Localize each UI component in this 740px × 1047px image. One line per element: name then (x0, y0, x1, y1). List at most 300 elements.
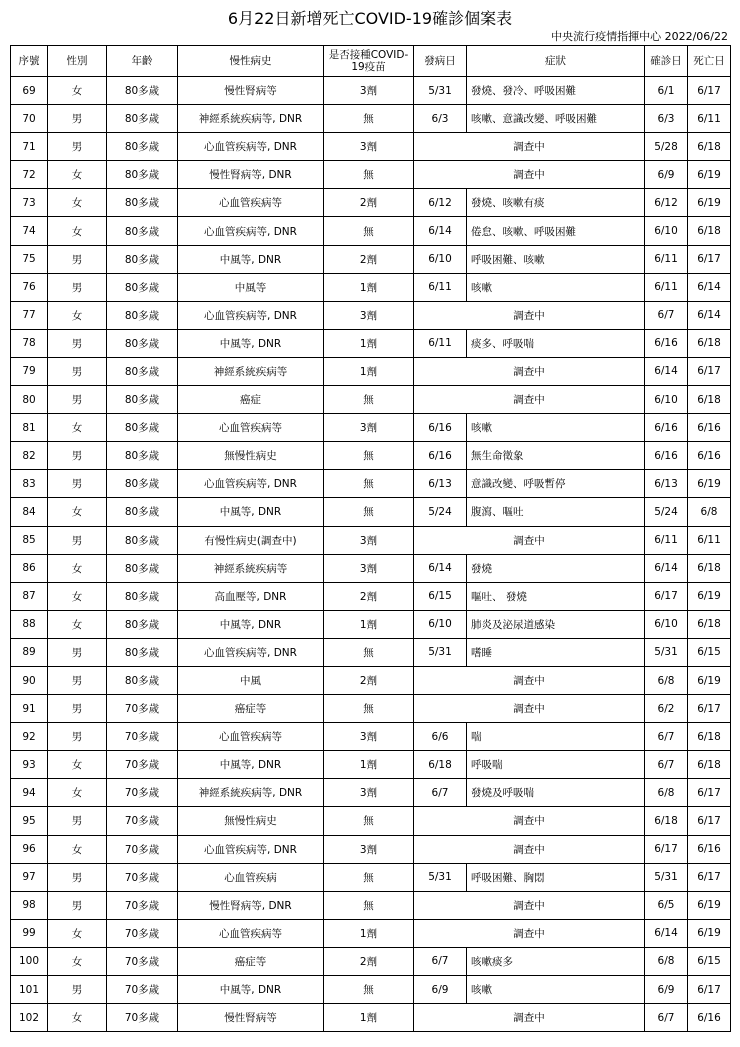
cell-onset: 6/6 (414, 723, 467, 751)
cell-symptoms: 嗜睡 (467, 638, 645, 666)
cell-symptoms: 發燒、咳嗽有痰 (467, 189, 645, 217)
cell-no: 70 (11, 105, 48, 133)
cell-sex: 男 (48, 470, 107, 498)
cell-sex: 女 (48, 610, 107, 638)
cell-death: 6/19 (688, 189, 731, 217)
cell-confirmed: 6/10 (645, 610, 688, 638)
table-row (11, 779, 731, 807)
cell-confirmed: 6/10 (645, 386, 688, 414)
cell-sex: 女 (48, 77, 107, 105)
cell-death: 6/17 (688, 863, 731, 891)
cell-onset: 5/24 (414, 498, 467, 526)
cell-confirmed: 6/7 (645, 1004, 688, 1032)
cell-confirmed: 5/31 (645, 863, 688, 891)
cell-death: 6/16 (688, 414, 731, 442)
cell-no: 77 (11, 301, 48, 329)
cell-death: 6/16 (688, 442, 731, 470)
cell-history: 無慢性病史 (178, 807, 324, 835)
cell-symptoms: 發燒、發冷、呼吸困難 (467, 77, 645, 105)
table-row (11, 723, 731, 751)
cell-history: 慢性腎病等 (178, 77, 324, 105)
cell-history: 慢性腎病等, DNR (178, 891, 324, 919)
cell-confirmed: 6/7 (645, 301, 688, 329)
cell-onset: 6/10 (414, 245, 467, 273)
cell-vaccine: 無 (324, 442, 414, 470)
cell-confirmed: 6/9 (645, 976, 688, 1004)
cell-age: 80多歲 (107, 105, 178, 133)
cell-no: 73 (11, 189, 48, 217)
cell-no: 100 (11, 947, 48, 975)
cell-vaccine: 1劑 (324, 751, 414, 779)
cell-symptoms: 調查中 (414, 835, 645, 863)
cell-history: 心血管疾病等 (178, 723, 324, 751)
cell-death: 6/19 (688, 582, 731, 610)
cell-age: 70多歲 (107, 835, 178, 863)
cell-age: 70多歲 (107, 1004, 178, 1032)
cell-history: 中風等, DNR (178, 329, 324, 357)
cell-vaccine: 無 (324, 638, 414, 666)
table-row (11, 891, 731, 919)
cell-symptoms: 肺炎及泌尿道感染 (467, 610, 645, 638)
cell-no: 79 (11, 357, 48, 385)
cell-vaccine: 1劑 (324, 1004, 414, 1032)
cell-symptoms: 腹瀉、嘔吐 (467, 498, 645, 526)
cell-history: 心血管疾病等, DNR (178, 470, 324, 498)
cell-death: 6/18 (688, 386, 731, 414)
cell-age: 80多歲 (107, 217, 178, 245)
table-row (11, 301, 731, 329)
cell-onset: 6/18 (414, 751, 467, 779)
cell-confirmed: 6/14 (645, 357, 688, 385)
cell-age: 80多歲 (107, 610, 178, 638)
cell-age: 80多歲 (107, 77, 178, 105)
cell-vaccine: 1劑 (324, 329, 414, 357)
cell-symptoms: 調查中 (414, 357, 645, 385)
cell-history: 心血管疾病等 (178, 919, 324, 947)
cell-symptoms: 調查中 (414, 386, 645, 414)
cell-sex: 女 (48, 751, 107, 779)
cell-age: 70多歲 (107, 976, 178, 1004)
cell-no: 99 (11, 919, 48, 947)
table-row (11, 77, 731, 105)
cell-vaccine: 3劑 (324, 414, 414, 442)
table-row (11, 414, 731, 442)
cell-no: 83 (11, 470, 48, 498)
cell-death: 6/8 (688, 498, 731, 526)
cell-age: 80多歲 (107, 582, 178, 610)
cell-history: 心血管疾病等, DNR (178, 835, 324, 863)
cell-history: 慢性腎病等 (178, 1004, 324, 1032)
cell-symptoms: 咳嗽 (467, 976, 645, 1004)
cell-death: 6/18 (688, 133, 731, 161)
cell-confirmed: 6/17 (645, 582, 688, 610)
cell-symptoms: 咳嗽、意識改變、呼吸困難 (467, 105, 645, 133)
cell-confirmed: 5/24 (645, 498, 688, 526)
cell-sex: 男 (48, 357, 107, 385)
cell-sex: 男 (48, 105, 107, 133)
cell-confirmed: 6/9 (645, 161, 688, 189)
cell-death: 6/17 (688, 807, 731, 835)
cell-age: 70多歲 (107, 751, 178, 779)
cell-no: 98 (11, 891, 48, 919)
cell-onset: 6/16 (414, 442, 467, 470)
cell-vaccine: 無 (324, 863, 414, 891)
cell-no: 97 (11, 863, 48, 891)
cell-sex: 男 (48, 666, 107, 694)
cell-death: 6/19 (688, 470, 731, 498)
cell-history: 心血管疾病等, DNR (178, 301, 324, 329)
cell-vaccine: 無 (324, 807, 414, 835)
cell-confirmed: 6/3 (645, 105, 688, 133)
cell-onset: 5/31 (414, 638, 467, 666)
cell-vaccine: 無 (324, 976, 414, 1004)
cell-sex: 男 (48, 329, 107, 357)
cell-symptoms: 調查中 (414, 161, 645, 189)
cell-sex: 男 (48, 133, 107, 161)
table-row (11, 695, 731, 723)
table-row (11, 357, 731, 385)
cell-death: 6/18 (688, 554, 731, 582)
cell-sex: 男 (48, 891, 107, 919)
cell-sex: 女 (48, 414, 107, 442)
cell-death: 6/17 (688, 779, 731, 807)
table-row (11, 217, 731, 245)
cell-onset: 6/15 (414, 582, 467, 610)
table-row (11, 863, 731, 891)
cell-age: 70多歲 (107, 947, 178, 975)
cell-vaccine: 3劑 (324, 835, 414, 863)
cell-age: 80多歲 (107, 666, 178, 694)
cell-vaccine: 無 (324, 498, 414, 526)
table-row (11, 919, 731, 947)
cell-death: 6/16 (688, 1004, 731, 1032)
cell-vaccine: 1劑 (324, 919, 414, 947)
cell-history: 中風 (178, 666, 324, 694)
table-row (11, 189, 731, 217)
cell-onset: 5/31 (414, 77, 467, 105)
cell-history: 中風等 (178, 273, 324, 301)
cell-age: 80多歲 (107, 386, 178, 414)
cell-death: 6/18 (688, 723, 731, 751)
cell-history: 神經系統疾病等 (178, 357, 324, 385)
cell-no: 69 (11, 77, 48, 105)
cell-confirmed: 6/14 (645, 554, 688, 582)
cell-history: 中風等, DNR (178, 498, 324, 526)
cell-age: 80多歲 (107, 301, 178, 329)
table-row (11, 976, 731, 1004)
cell-vaccine: 3劑 (324, 723, 414, 751)
cell-confirmed: 6/1 (645, 77, 688, 105)
cell-no: 78 (11, 329, 48, 357)
cell-history: 中風等, DNR (178, 976, 324, 1004)
cell-sex: 女 (48, 919, 107, 947)
cell-age: 80多歲 (107, 273, 178, 301)
cell-death: 6/19 (688, 919, 731, 947)
cell-no: 71 (11, 133, 48, 161)
cell-vaccine: 2劑 (324, 666, 414, 694)
cell-sex: 男 (48, 245, 107, 273)
cell-sex: 男 (48, 863, 107, 891)
cell-death: 6/19 (688, 666, 731, 694)
col-header-symptoms: 症狀 (467, 46, 645, 77)
cell-vaccine: 無 (324, 217, 414, 245)
cell-age: 70多歲 (107, 807, 178, 835)
col-header-sex: 性別 (48, 46, 107, 77)
cell-sex: 男 (48, 526, 107, 554)
cell-symptoms: 咳嗽 (467, 273, 645, 301)
cell-symptoms: 發燒及呼吸喘 (467, 779, 645, 807)
cell-sex: 女 (48, 835, 107, 863)
table-row (11, 245, 731, 273)
cell-onset: 6/3 (414, 105, 467, 133)
cell-vaccine: 3劑 (324, 133, 414, 161)
cell-vaccine: 2劑 (324, 245, 414, 273)
cell-no: 88 (11, 610, 48, 638)
table-row (11, 947, 731, 975)
cell-onset: 6/14 (414, 217, 467, 245)
col-header-no: 序號 (11, 46, 48, 77)
cell-symptoms: 咳嗽痰多 (467, 947, 645, 975)
cell-age: 80多歲 (107, 526, 178, 554)
table-row (11, 329, 731, 357)
cell-age: 80多歲 (107, 161, 178, 189)
cell-age: 70多歲 (107, 919, 178, 947)
cell-sex: 男 (48, 273, 107, 301)
cell-vaccine: 2劑 (324, 582, 414, 610)
cell-age: 80多歲 (107, 189, 178, 217)
cell-confirmed: 6/11 (645, 273, 688, 301)
cell-death: 6/18 (688, 610, 731, 638)
cell-history: 神經系統疾病等 (178, 554, 324, 582)
cell-no: 91 (11, 695, 48, 723)
cell-death: 6/16 (688, 835, 731, 863)
cell-age: 70多歲 (107, 863, 178, 891)
cell-no: 102 (11, 1004, 48, 1032)
cell-age: 80多歲 (107, 470, 178, 498)
cell-sex: 女 (48, 582, 107, 610)
cell-symptoms: 調查中 (414, 807, 645, 835)
cell-confirmed: 6/8 (645, 947, 688, 975)
cell-sex: 女 (48, 947, 107, 975)
cell-sex: 男 (48, 807, 107, 835)
cell-onset: 6/14 (414, 554, 467, 582)
cell-symptoms: 調查中 (414, 301, 645, 329)
table-row (11, 161, 731, 189)
cell-vaccine: 無 (324, 695, 414, 723)
cell-no: 84 (11, 498, 48, 526)
cell-symptoms: 發燒 (467, 554, 645, 582)
cell-death: 6/17 (688, 77, 731, 105)
cell-death: 6/15 (688, 638, 731, 666)
cell-sex: 女 (48, 498, 107, 526)
cell-no: 101 (11, 976, 48, 1004)
cell-vaccine: 無 (324, 470, 414, 498)
cell-sex: 女 (48, 779, 107, 807)
cell-age: 80多歲 (107, 442, 178, 470)
table-row (11, 386, 731, 414)
cell-symptoms: 調查中 (414, 891, 645, 919)
cell-confirmed: 6/16 (645, 442, 688, 470)
cell-confirmed: 5/28 (645, 133, 688, 161)
cell-sex: 女 (48, 301, 107, 329)
cell-symptoms: 調查中 (414, 133, 645, 161)
cell-no: 94 (11, 779, 48, 807)
cell-age: 70多歲 (107, 891, 178, 919)
cell-symptoms: 呼吸困難、咳嗽 (467, 245, 645, 273)
cell-onset: 6/7 (414, 947, 467, 975)
cell-symptoms: 調查中 (414, 1004, 645, 1032)
cell-sex: 女 (48, 554, 107, 582)
cell-history: 心血管疾病等, DNR (178, 217, 324, 245)
col-header-age: 年齡 (107, 46, 178, 77)
case-table (10, 45, 731, 1032)
cell-confirmed: 6/16 (645, 329, 688, 357)
cell-no: 72 (11, 161, 48, 189)
cell-confirmed: 6/10 (645, 217, 688, 245)
cell-history: 中風等, DNR (178, 751, 324, 779)
cell-no: 93 (11, 751, 48, 779)
cell-vaccine: 3劑 (324, 554, 414, 582)
cell-death: 6/17 (688, 357, 731, 385)
cell-onset: 6/12 (414, 189, 467, 217)
cell-death: 6/17 (688, 245, 731, 273)
cell-sex: 男 (48, 723, 107, 751)
document-title: 6月22日新增死亡COVID-19確診個案表 (227, 9, 513, 28)
cell-onset: 6/7 (414, 779, 467, 807)
cell-death: 6/17 (688, 976, 731, 1004)
cell-onset: 6/11 (414, 273, 467, 301)
cell-history: 神經系統疾病等, DNR (178, 105, 324, 133)
cell-symptoms: 呼吸喘 (467, 751, 645, 779)
cell-death: 6/11 (688, 105, 731, 133)
table-row (11, 526, 731, 554)
cell-death: 6/14 (688, 273, 731, 301)
cell-age: 80多歲 (107, 357, 178, 385)
cell-no: 86 (11, 554, 48, 582)
cell-symptoms: 咳嗽 (467, 414, 645, 442)
table-row (11, 470, 731, 498)
col-header-death: 死亡日 (688, 46, 731, 77)
cell-symptoms: 無生命徵象 (467, 442, 645, 470)
table-header-row (11, 46, 731, 77)
cell-sex: 男 (48, 976, 107, 1004)
table-row (11, 273, 731, 301)
cell-vaccine: 2劑 (324, 189, 414, 217)
cell-history: 無慢性病史 (178, 442, 324, 470)
cell-vaccine: 3劑 (324, 301, 414, 329)
col-header-onset: 發病日 (414, 46, 467, 77)
table-row (11, 582, 731, 610)
cell-death: 6/11 (688, 526, 731, 554)
cell-no: 82 (11, 442, 48, 470)
cell-history: 神經系統疾病等, DNR (178, 779, 324, 807)
cell-history: 心血管疾病 (178, 863, 324, 891)
cell-sex: 女 (48, 161, 107, 189)
col-header-confirmed: 確診日 (645, 46, 688, 77)
cell-confirmed: 6/8 (645, 779, 688, 807)
cell-history: 高血壓等, DNR (178, 582, 324, 610)
cell-sex: 女 (48, 189, 107, 217)
cell-no: 87 (11, 582, 48, 610)
cell-sex: 男 (48, 442, 107, 470)
cell-death: 6/18 (688, 329, 731, 357)
cell-vaccine: 1劑 (324, 357, 414, 385)
table-row (11, 610, 731, 638)
cell-confirmed: 6/5 (645, 891, 688, 919)
cell-confirmed: 6/8 (645, 666, 688, 694)
cell-symptoms: 喘 (467, 723, 645, 751)
table-row (11, 751, 731, 779)
table-row (11, 807, 731, 835)
cell-history: 慢性腎病等, DNR (178, 161, 324, 189)
cell-history: 有慢性病史(調查中) (178, 526, 324, 554)
cell-age: 70多歲 (107, 779, 178, 807)
cell-history: 心血管疾病等, DNR (178, 638, 324, 666)
cell-sex: 女 (48, 217, 107, 245)
cell-confirmed: 6/16 (645, 414, 688, 442)
cell-no: 80 (11, 386, 48, 414)
cell-confirmed: 6/14 (645, 919, 688, 947)
table-row (11, 835, 731, 863)
table-row (11, 498, 731, 526)
cell-sex: 男 (48, 695, 107, 723)
cell-death: 6/19 (688, 161, 731, 189)
cell-no: 96 (11, 835, 48, 863)
cell-history: 癌症 (178, 386, 324, 414)
cell-onset: 6/9 (414, 976, 467, 1004)
cell-symptoms: 意識改變、呼吸暫停 (467, 470, 645, 498)
cell-symptoms: 調查中 (414, 919, 645, 947)
cell-confirmed: 6/11 (645, 245, 688, 273)
col-header-history: 慢性病史 (178, 46, 324, 77)
cell-history: 心血管疾病等 (178, 414, 324, 442)
cell-no: 85 (11, 526, 48, 554)
cell-age: 70多歲 (107, 695, 178, 723)
cell-history: 心血管疾病等 (178, 189, 324, 217)
cell-confirmed: 6/7 (645, 723, 688, 751)
cell-no: 89 (11, 638, 48, 666)
cell-no: 90 (11, 666, 48, 694)
cell-onset: 5/31 (414, 863, 467, 891)
cell-confirmed: 6/12 (645, 189, 688, 217)
issuer-and-date: 中央流行疫情指揮中心 2022/06/22 (551, 30, 728, 43)
cell-symptoms: 呼吸困難、胸悶 (467, 863, 645, 891)
cell-vaccine: 3劑 (324, 77, 414, 105)
cell-vaccine: 無 (324, 161, 414, 189)
cell-confirmed: 6/7 (645, 751, 688, 779)
cell-symptoms: 倦怠、咳嗽、呼吸困難 (467, 217, 645, 245)
table-row (11, 666, 731, 694)
cell-history: 心血管疾病等, DNR (178, 133, 324, 161)
cell-confirmed: 6/11 (645, 526, 688, 554)
cell-onset: 6/11 (414, 329, 467, 357)
table-row (11, 442, 731, 470)
cell-no: 95 (11, 807, 48, 835)
table-row (11, 133, 731, 161)
cell-confirmed: 5/31 (645, 638, 688, 666)
cell-death: 6/19 (688, 891, 731, 919)
table-row (11, 554, 731, 582)
cell-death: 6/18 (688, 751, 731, 779)
cell-death: 6/18 (688, 217, 731, 245)
cell-history: 中風等, DNR (178, 610, 324, 638)
cell-symptoms: 嘔吐、 發燒 (467, 582, 645, 610)
cell-age: 80多歲 (107, 638, 178, 666)
cell-history: 癌症等 (178, 695, 324, 723)
cell-confirmed: 6/2 (645, 695, 688, 723)
cell-age: 80多歲 (107, 133, 178, 161)
table-row (11, 1004, 731, 1032)
